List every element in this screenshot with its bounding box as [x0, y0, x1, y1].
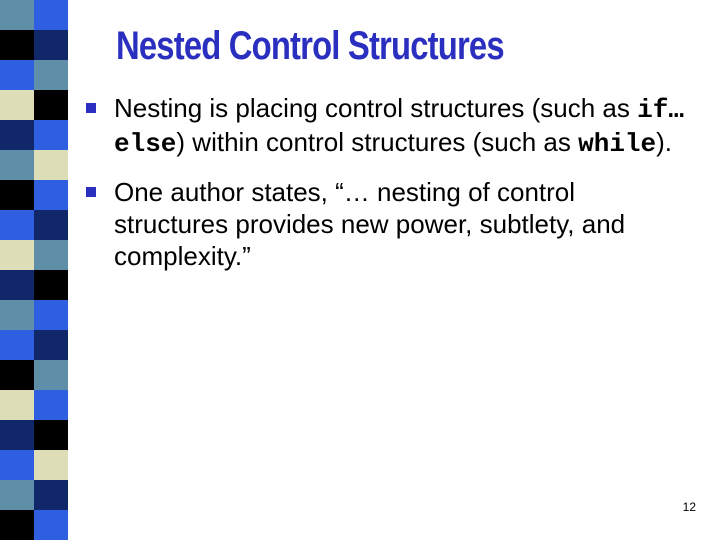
square-bullet-icon	[86, 187, 96, 197]
stripe-block	[0, 360, 34, 390]
bullet-text-part-3: ).	[656, 127, 673, 157]
stripe-block	[0, 330, 34, 360]
stripe-block	[0, 0, 34, 30]
stripe-block	[0, 420, 34, 450]
stripe-block	[34, 210, 68, 240]
bullet-list	[86, 92, 686, 288]
stripe-block	[34, 180, 68, 210]
decorative-left-stripe	[0, 0, 70, 540]
stripe-block	[0, 150, 34, 180]
stripe-block	[34, 450, 68, 480]
stripe-block	[0, 390, 34, 420]
stripe-block	[0, 90, 34, 120]
bullet-text-part-2: ) within control structures (such as	[176, 127, 579, 157]
bullet-item-2	[86, 176, 686, 272]
stripe-block	[34, 30, 68, 60]
stripe-block	[34, 420, 68, 450]
code-if-else: if…else	[114, 95, 684, 159]
code-while: while	[578, 129, 657, 159]
stripe-block	[0, 30, 34, 60]
stripe-block	[34, 90, 68, 120]
stripe-block	[0, 180, 34, 210]
stripe-block	[34, 0, 68, 30]
stripe-block	[0, 210, 34, 240]
bullet-text-part-1: Nesting is placing control structures (such as	[114, 93, 638, 123]
stripe-block	[34, 480, 68, 510]
stripe-block	[34, 120, 68, 150]
stripe-block	[34, 240, 68, 270]
bullet-text: One author states, “… nesting of control structures provides new power, subtlety, and complexity.”	[114, 177, 626, 271]
stripe-block	[0, 240, 34, 270]
bullet-item-1	[86, 92, 686, 160]
stripe-block	[0, 120, 34, 150]
stripe-block	[0, 480, 34, 510]
slide-title: Nested Control Structures	[116, 24, 504, 68]
stripe-block	[34, 300, 68, 330]
stripe-block	[34, 360, 68, 390]
stripe-block	[0, 450, 34, 480]
stripe-block	[34, 270, 68, 300]
stripe-block	[0, 300, 34, 330]
stripe-block	[34, 150, 68, 180]
square-bullet-icon	[86, 103, 96, 113]
stripe-block	[0, 270, 34, 300]
stripe-block	[0, 510, 34, 540]
stripe-block	[34, 510, 68, 540]
stripe-block	[0, 60, 34, 90]
stripe-block	[34, 390, 68, 420]
page-number: 12	[682, 500, 696, 514]
stripe-block	[34, 60, 68, 90]
stripe-block	[34, 330, 68, 360]
